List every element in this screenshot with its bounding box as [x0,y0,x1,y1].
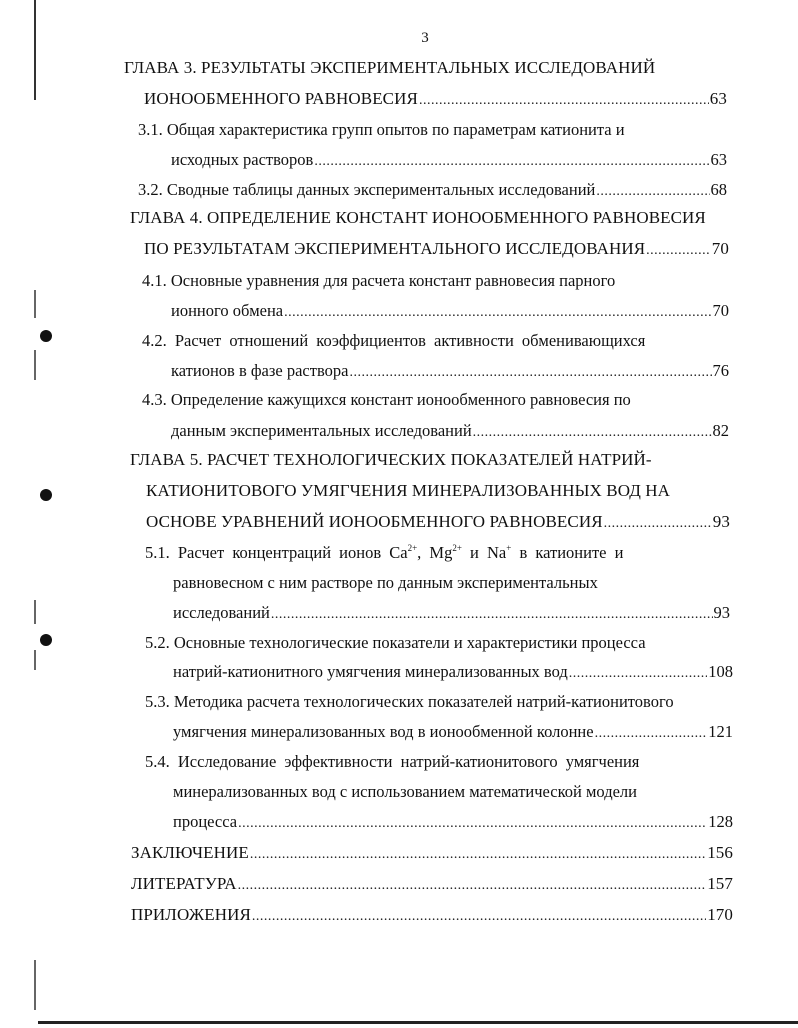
toc-chapter-4-title: ГЛАВА 4. ОПРЕДЕЛЕНИЕ КОНСТАНТ ИОНООБМЕННОГО РАВНОВЕСИЯ [130,208,706,227]
punch-hole-mark [40,634,52,646]
toc-section-4-2-title: 4.2. Расчет отношений коэффициентов активности обменивающихся [142,331,646,350]
toc-entry-5-4[interactable]: процесса ..... 128 [173,812,733,832]
toc-section-5-1-title: 5.1. Расчет концентраций ионов $Ca^{2+}$, $Mg^{2+}$ и Na+ в катионите и [145,543,624,562]
toc-entry-5-3[interactable]: умягчения минерализованных вод в ионообменной колонне ..... 121 [173,722,733,742]
toc-section-5-1-title-line2: равновесном с ним растворе по данным экспериментальных [173,573,598,592]
punch-hole-mark [40,330,52,342]
scan-edge-left [34,0,36,100]
toc-section-5-4-title: 5.4. Исследование эффективности натрий-катионитового умягчения [145,752,640,771]
toc-entry-chapter-4[interactable]: ПО РЕЗУЛЬТАТАМ ЭКСПЕРИМЕНТАЛЬНОГО ИССЛЕДОВАНИЯ ..... 70 [144,239,729,259]
scan-mark [34,350,36,380]
toc-entry-5-1[interactable]: исследований ..... 93 [173,603,730,623]
scan-mark [34,290,36,318]
scan-mark [34,600,36,624]
toc-entry-4-2[interactable]: катионов в фазе раствора ..... 76 [171,361,729,381]
scan-mark [34,650,36,670]
toc-entry-references[interactable]: ЛИТЕРАТУРА ..... 157 [131,874,733,894]
toc-entry-5-2[interactable]: натрий-катионитного умягчения минерализованных вод ..... 108 [173,662,733,682]
punch-hole-mark [40,489,52,501]
toc-section-3-1-title: 3.1. Общая характеристика групп опытов по параметрам катионита и [138,120,625,139]
toc-section-4-1-title: 4.1. Основные уравнения для расчета констант равновесия парного [142,271,616,290]
toc-entry-4-3[interactable]: данным экспериментальных исследований ..... 82 [171,421,729,441]
toc-chapter-5-title-line2: КАТИОНИТОВОГО УМЯГЧЕНИЯ МИНЕРАЛИЗОВАННЫХ ВОД НА [146,481,671,500]
toc-entry-3-1[interactable]: исходных растворов ..... 63 [171,150,727,170]
toc-chapter-3-title: ГЛАВА 3. РЕЗУЛЬТАТЫ ЭКСПЕРИМЕНТАЛЬНЫХ ИССЛЕДОВАНИЙ [124,58,656,77]
toc-entry-3-2[interactable]: 3.2. Сводные таблицы данных экспериментальных исследований ..... 68 [138,180,727,200]
toc-section-4-3-title: 4.3. Определение кажущихся констант ионообменного равновесия по [142,390,631,409]
toc-chapter-5-title-line1: ГЛАВА 5. РАСЧЕТ ТЕХНОЛОГИЧЕСКИХ ПОКАЗАТЕЛЕЙ НАТРИЙ- [130,450,652,469]
scan-edge-bottom [38,1021,798,1024]
toc-entry-appendices[interactable]: ПРИЛОЖЕНИЯ ..... 170 [131,905,733,925]
toc-entry-4-1[interactable]: ионного обмена ..... 70 [171,301,729,321]
toc-section-5-4-title-line2: минерализованных вод с использованием математической модели [173,782,637,801]
toc-section-5-3-title: 5.3. Методика расчета технологических показателей натрий-катионитового [145,692,674,711]
scan-mark [34,960,36,1010]
toc-section-5-2-title: 5.2. Основные технологические показатели и характеристики процесса [145,633,646,652]
toc-entry-chapter-5[interactable]: ОСНОВЕ УРАВНЕНИЙ ИОНООБМЕННОГО РАВНОВЕСИЯ ..... 93 [146,512,730,532]
toc-entry-chapter-3[interactable]: ИОНООБМЕННОГО РАВНОВЕСИЯ ..... 63 [144,89,727,109]
toc-entry-conclusion[interactable]: ЗАКЛЮЧЕНИЕ ..... 156 [131,843,733,863]
page-number: 3 [421,30,429,46]
